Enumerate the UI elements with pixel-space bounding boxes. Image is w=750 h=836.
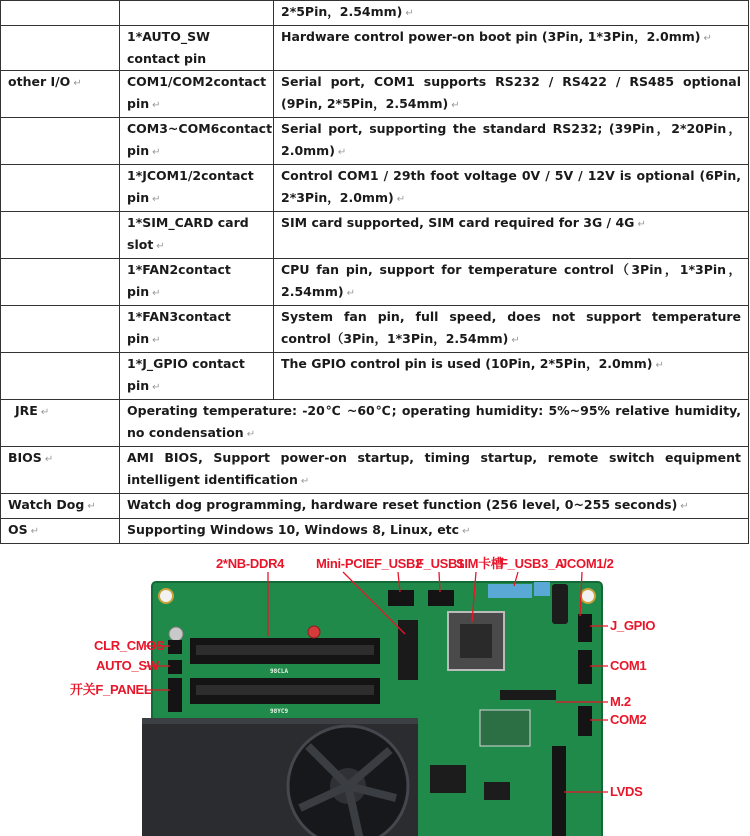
- item-cell: [120, 1, 274, 26]
- group-cell: [1, 306, 120, 353]
- desc-cell: Supporting Windows 10, Windows 8, Linux, etc ↵: [120, 519, 749, 544]
- com1-header: [578, 650, 592, 684]
- item-cell: 1*FAN3contact pin ↵: [120, 306, 274, 353]
- return-mark-icon: ↵: [462, 526, 471, 537]
- desc-cell: Serial port, COM1 supports RS232 / RS422 / RS485 optional (9Pin, 2*5Pin，2.54mm) ↵: [274, 71, 749, 118]
- label-com1: COM1: [610, 658, 647, 673]
- item-cell: 1*FAN2contact pin ↵: [120, 259, 274, 306]
- table-row: [1, 212, 749, 259]
- table-row: [1, 494, 749, 519]
- table-row: [1, 447, 749, 494]
- label-mini-pcie: Mini-PCIE: [316, 556, 374, 571]
- item-cell: 1*J_GPIO contact pin ↵: [120, 353, 274, 400]
- desc-cell: CPU fan pin, support for temperature control（3Pin，1*3Pin，2.54mm) ↵: [274, 259, 749, 306]
- return-mark-icon: ↵: [405, 8, 414, 19]
- table-row: [1, 400, 749, 447]
- table-row: [1, 118, 749, 165]
- item-cell: 1*SIM_CARD card slot ↵: [120, 212, 274, 259]
- m2-slot: [500, 690, 556, 700]
- return-mark-icon: ↵: [40, 407, 50, 418]
- auto-sw-header: [168, 660, 182, 674]
- label-nb-ddr4: 2*NB-DDR4: [216, 556, 285, 571]
- mount-hole-icon: [581, 589, 595, 603]
- f-panel-header: [168, 678, 182, 712]
- table-row: [1, 353, 749, 400]
- return-mark-icon: ↵: [511, 335, 520, 346]
- group-cell: [1, 212, 120, 259]
- return-mark-icon: ↵: [680, 501, 689, 512]
- return-mark-icon: ↵: [73, 78, 82, 89]
- group-cell: JRE ↵: [1, 400, 120, 447]
- label-f-usb1: F_USB1: [416, 556, 465, 571]
- item-cell: COM3~COM6contact pin ↵: [120, 118, 274, 165]
- label-f-usb3-a: F_USB3_A: [500, 556, 565, 571]
- desc-cell: Hardware control power-on boot pin (3Pin, 1*3Pin，2.0mm) ↵: [274, 26, 749, 71]
- desc-cell: The GPIO control pin is used (10Pin, 2*5Pin，2.0mm) ↵: [274, 353, 749, 400]
- motherboard-photo: [0, 550, 750, 836]
- return-mark-icon: ↵: [152, 100, 161, 111]
- group-cell: [1, 259, 120, 306]
- label-clr-cmos: CLR_CMOS: [94, 638, 165, 653]
- j-gpio-header: [578, 614, 592, 642]
- label-jcom12: JCOM1/2: [560, 556, 614, 571]
- group-cell: Watch Dog ↵: [1, 494, 120, 519]
- desc-cell: SIM card supported, SIM card required for 3G / 4G ↵: [274, 212, 749, 259]
- group-cell: [1, 353, 120, 400]
- f-usb3-header: [488, 584, 532, 598]
- return-mark-icon: ↵: [246, 429, 256, 440]
- desc-cell: Control COM1 / 29th foot voltage 0V / 5V / 12V is optional (6Pin, 2*3Pin，2.0mm) ↵: [274, 165, 749, 212]
- table-row: [1, 26, 749, 71]
- table-row: [1, 71, 749, 118]
- desc-cell: System fan pin, full speed, does not support temperature control（3Pin，1*3Pin，2.54mm) ↵: [274, 306, 749, 353]
- mini-pcie-slot: [398, 620, 418, 680]
- item-cell: 1*JCOM1/2contact pin ↵: [120, 165, 274, 212]
- mount-hole-icon: [159, 589, 173, 603]
- group-cell: BIOS ↵: [1, 447, 120, 494]
- group-cell: [1, 1, 120, 26]
- desc-cell: Serial port, supporting the standard RS232; (39Pin，2*20Pin，2.0mm) ↵: [274, 118, 749, 165]
- return-mark-icon: ↵: [30, 526, 40, 537]
- f-usb2-header: [388, 590, 414, 606]
- item-cell: 1*AUTO_SW contact pin: [120, 26, 274, 71]
- label-com2: COM2: [610, 712, 647, 727]
- label-m2: M.2: [610, 694, 631, 709]
- return-mark-icon: ↵: [152, 147, 161, 158]
- return-mark-icon: ↵: [637, 219, 646, 230]
- return-mark-icon: ↵: [152, 288, 161, 299]
- return-mark-icon: ↵: [300, 476, 310, 487]
- label-auto-sw: AUTO_SW: [96, 658, 159, 673]
- group-cell: [1, 165, 120, 212]
- desc-cell: Operating temperature: -20℃ ~60℃; operating humidity: 5%~95% relative humidity, no condensation ↵: [120, 400, 749, 447]
- return-mark-icon: ↵: [346, 288, 355, 299]
- label-f-panel: 开关F_PANEL: [70, 682, 152, 697]
- table-row: [1, 165, 749, 212]
- sodimm-label: 98CLA: [270, 668, 289, 675]
- table-row: [1, 259, 749, 306]
- return-mark-icon: ↵: [396, 194, 406, 205]
- return-mark-icon: ↵: [44, 454, 54, 465]
- return-mark-icon: ↵: [152, 194, 161, 205]
- return-mark-icon: ↵: [451, 100, 460, 111]
- com2-header: [578, 706, 592, 736]
- group-cell: [1, 26, 120, 71]
- group-cell: other I/O ↵: [1, 71, 120, 118]
- item-cell: COM1/COM2contact pin ↵: [120, 71, 274, 118]
- return-mark-icon: ↵: [87, 501, 96, 512]
- return-mark-icon: ↵: [156, 241, 165, 252]
- table-row: [1, 519, 749, 544]
- group-cell: OS ↵: [1, 519, 120, 544]
- return-mark-icon: ↵: [655, 360, 664, 371]
- desc-cell: Watch dog programming, hardware reset function (256 level, 0~255 seconds) ↵: [120, 494, 749, 519]
- return-mark-icon: ↵: [703, 33, 712, 44]
- table-row: [1, 306, 749, 353]
- table-row: [1, 1, 749, 26]
- label-f-usb2: F_USB2: [374, 556, 423, 571]
- f-usb1-header: [428, 590, 454, 606]
- return-mark-icon: ↵: [152, 335, 161, 346]
- label-j-gpio: J_GPIO: [610, 618, 656, 633]
- lvds-header: [552, 746, 566, 836]
- clr-cmos-header: [168, 640, 182, 654]
- label-sim-slot: SIM卡槽: [456, 556, 504, 571]
- return-mark-icon: ↵: [152, 382, 161, 393]
- desc-cell: AMI BIOS, Support power-on startup, timing startup, remote switch equipment intelligent identification ↵: [120, 447, 749, 494]
- sodimm-label: 98YC9: [270, 708, 289, 715]
- label-lvds: LVDS: [610, 784, 643, 799]
- group-cell: [1, 118, 120, 165]
- cpu-heatsink: [142, 718, 418, 836]
- return-mark-icon: ↵: [337, 147, 347, 158]
- desc-cell: 2*5Pin，2.54mm) ↵: [274, 1, 749, 26]
